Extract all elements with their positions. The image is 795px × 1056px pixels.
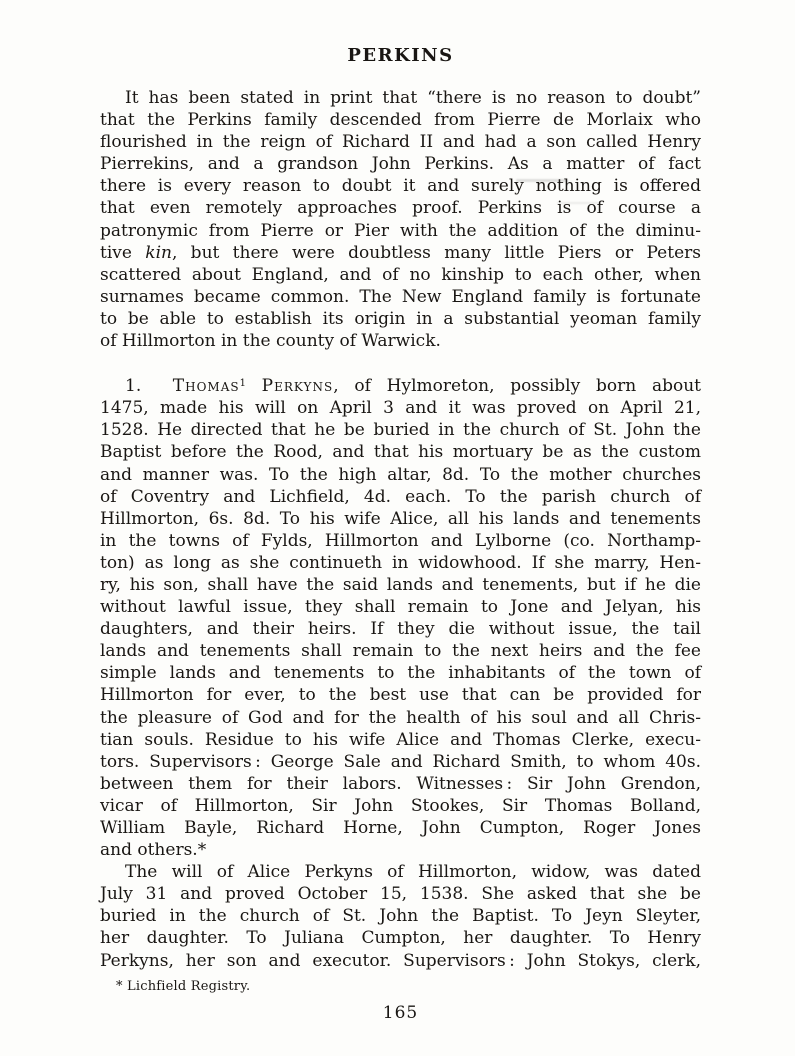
print-artifact [516,179,568,182]
text-line: July 31 and proved October 15, 1538. She asked that she be [100,884,701,905]
text-line: that the Perkins family descended from Pierre de Morlaix who [100,110,701,131]
text-line: to be able to establish its origin in a substantial yeoman family [100,308,701,329]
text-line: the pleasure of God and for the health of his soul and all Chris- [100,707,701,728]
text-line: tive kin, but there were doubtless many little Piers or Peters [100,242,701,263]
page-title: PERKINS [347,45,454,66]
text-line: and others.* [100,840,207,861]
text-line: Perkyns, her son and executor. Supervisors : John Stokys, clerk, [100,950,701,971]
text-line: 1528. He directed that he be buried in the church of St. John the [100,420,701,441]
text-line: Hillmorton for ever, to the best use that can be provided for [100,685,701,706]
text-line: 1475, made his will on April 3 and it was proved on April 21, [100,398,701,419]
text-line: of Coventry and Lichfield, 4d. each. To the parish church of [100,486,701,507]
text-line: Baptist before the Rood, and that his mortuary be as the custom [100,442,701,463]
text-line: and manner was. To the high altar, 8d. To the mother churches [100,464,701,485]
paragraph-intro [100,87,701,352]
text-line: tors. Supervisors : George Sale and Richard Smith, to whom 40s. [100,751,701,772]
text-line: there is every reason to doubt it and surely nothing is offered [100,176,701,197]
page-body [100,87,701,972]
text-line: daughters, and their heirs. If they die without issue, the tail [100,619,701,640]
print-artifact [557,202,599,204]
text-line: ry, his son, shall have the said lands and tenements, but if he die [100,574,701,595]
text-line: patronymic from Pierre or Pier with the addition of the diminu- [100,220,701,241]
text-line: tian souls. Residue to his wife Alice and Thomas Clerke, execu- [100,729,701,750]
text-line: her daughter. To Juliana Cumpton, her daughter. To Henry [100,928,701,949]
text-line: in the towns of Fylds, Hillmorton and Lylborne (co. Northamp- [100,530,701,551]
text-line: without lawful issue, they shall remain to Jone and Jelyan, his [100,597,701,618]
text-line: Pierrekins, and a grandson John Perkins. As a matter of fact [100,154,701,175]
footnote: * Lichfield Registry. [116,979,251,994]
text-line: lands and tenements shall remain to the next heirs and the fee [100,641,701,662]
text-line: that even remotely approaches proof. Perkins is of course a [100,198,701,219]
text-line: scattered about England, and of no kinship to each other, when [100,264,701,285]
text-line: between them for their labors. Witnesses : Sir John Grendon, [100,773,701,794]
text-line: ton) as long as she continueth in widowhood. If she marry, Hen- [100,552,701,573]
text-line: of Hillmorton in the county of Warwick. [100,331,441,352]
text-line: 1. Thomas$^1$ Perkyns, of Hylmoreton, possibly born about [125,376,701,397]
text-line: surnames became common. The New England family is fortunate [100,286,701,307]
paragraph-alice-perkyns-will [100,861,701,971]
text-line: simple lands and tenements to the inhabitants of the town of [100,663,701,684]
text-line: Hillmorton, 6s. 8d. To his wife Alice, all his lands and tenements [100,508,701,529]
paragraph-thomas-perkyns-entry [100,375,701,861]
text-line: vicar of Hillmorton, Sir John Stookes, Sir Thomas Bolland, [100,795,701,816]
text-line: buried in the church of St. John the Baptist. To Jeyn Sleyter, [100,906,701,927]
text-line: flourished in the reign of Richard II and had a son called Henry [100,132,701,153]
text-line: The will of Alice Perkyns of Hillmorton, widow, was dated [125,862,701,883]
page-number: 165 [382,1003,419,1023]
text-line: William Bayle, Richard Horne, John Cumpton, Roger Jones [100,818,701,838]
text-line: It has been stated in print that “there is no reason to doubt” [125,88,701,108]
